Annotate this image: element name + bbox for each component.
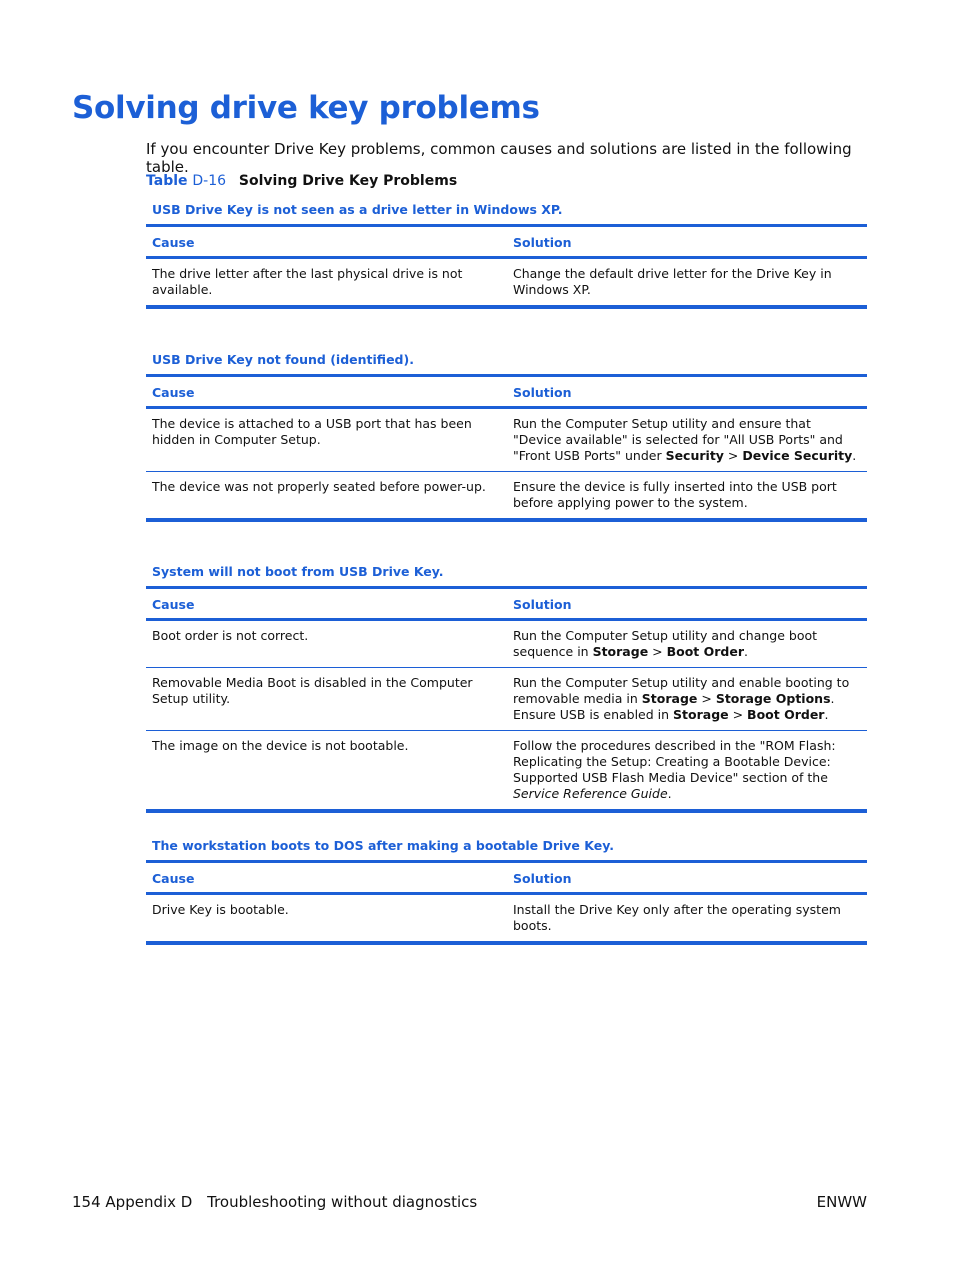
- footer-chapter-title: Troubleshooting without diagnostics: [207, 1193, 478, 1211]
- solution-cell: Run the Computer Setup utility and enable booting to removable media in Storage > Storage Options. Ensure USB is enabled in Storage > Boot Order.: [507, 668, 867, 731]
- page-footer: [72, 1193, 477, 1211]
- section-heading: The workstation boots to DOS after making a bootable Drive Key.: [152, 838, 614, 853]
- cause-cell: The image on the device is not bootable.: [152, 738, 409, 753]
- solution-header: Solution: [507, 376, 867, 408]
- table-caption: [146, 173, 457, 189]
- section-not-seen-as-drive-letter: [146, 200, 867, 309]
- cause-cell: The device is attached to a USB port that has been hidden in Computer Setup.: [146, 408, 507, 472]
- solution-header: Solution: [507, 588, 867, 620]
- problem-table: [146, 586, 867, 813]
- table-row: [146, 668, 867, 731]
- table-row: [146, 894, 867, 944]
- solution-cell: Change the default drive letter for the Drive Key in Windows XP.: [513, 266, 832, 297]
- solution-header: Solution: [507, 226, 867, 258]
- intro-paragraph: If you encounter Drive Key problems, common causes and solutions are listed in the following table.: [146, 140, 852, 176]
- table-row: [146, 620, 867, 668]
- cause-header: Cause: [146, 862, 507, 894]
- section-heading: USB Drive Key not found (identified).: [152, 352, 414, 367]
- footer-chapter: Appendix D: [105, 1193, 193, 1211]
- caption-label: Table: [146, 173, 188, 189]
- solution-cell: Follow the procedures described in the "ROM Flash: Replicating the Setup: Creating a Bootable Device: Supported USB Flash Media Device" section of the Service Reference Guide.: [513, 738, 836, 801]
- table-row: [146, 731, 867, 812]
- caption-number: D-16: [192, 173, 227, 189]
- cause-cell: Drive Key is bootable.: [152, 902, 289, 917]
- solution-cell: Run the Computer Setup utility and ensure that "Device available" is selected for "All USB Ports" and "Front USB Ports" under Security > Device Security.: [507, 408, 867, 472]
- cause-cell: The drive letter after the last physical drive is not available.: [152, 266, 463, 297]
- problem-table: [146, 224, 867, 309]
- footer-doc-code: ENWW: [816, 1193, 867, 1211]
- table-row: [146, 472, 867, 521]
- problem-table: [146, 860, 867, 945]
- table-row: [146, 408, 867, 472]
- section-will-not-boot: [146, 562, 867, 813]
- solution-cell: Install the Drive Key only after the operating system boots.: [513, 902, 841, 933]
- table-row: [146, 258, 867, 308]
- section-boots-to-dos: [146, 836, 867, 945]
- page-title: Solving drive key problems: [72, 90, 540, 126]
- cause-header: Cause: [146, 588, 507, 620]
- cause-cell: Boot order is not correct.: [146, 620, 507, 668]
- solution-cell: Run the Computer Setup utility and change boot sequence in Storage > Boot Order.: [507, 620, 867, 668]
- solution-header: Solution: [507, 862, 867, 894]
- cause-cell: Removable Media Boot is disabled in the Computer Setup utility.: [146, 668, 507, 731]
- section-drive-key-not-found: [146, 350, 867, 522]
- cause-header: Cause: [146, 376, 507, 408]
- solution-cell: Ensure the device is fully inserted into the USB port before applying power to the system.: [513, 479, 837, 510]
- caption-title: Solving Drive Key Problems: [238, 173, 458, 189]
- cause-cell: The device was not properly seated before power-up.: [152, 479, 486, 494]
- cause-header: Cause: [146, 226, 507, 258]
- problem-table: [146, 374, 867, 522]
- page-number: 154: [72, 1193, 101, 1211]
- section-heading: System will not boot from USB Drive Key.: [152, 564, 444, 579]
- section-heading: USB Drive Key is not seen as a drive letter in Windows XP.: [152, 202, 563, 217]
